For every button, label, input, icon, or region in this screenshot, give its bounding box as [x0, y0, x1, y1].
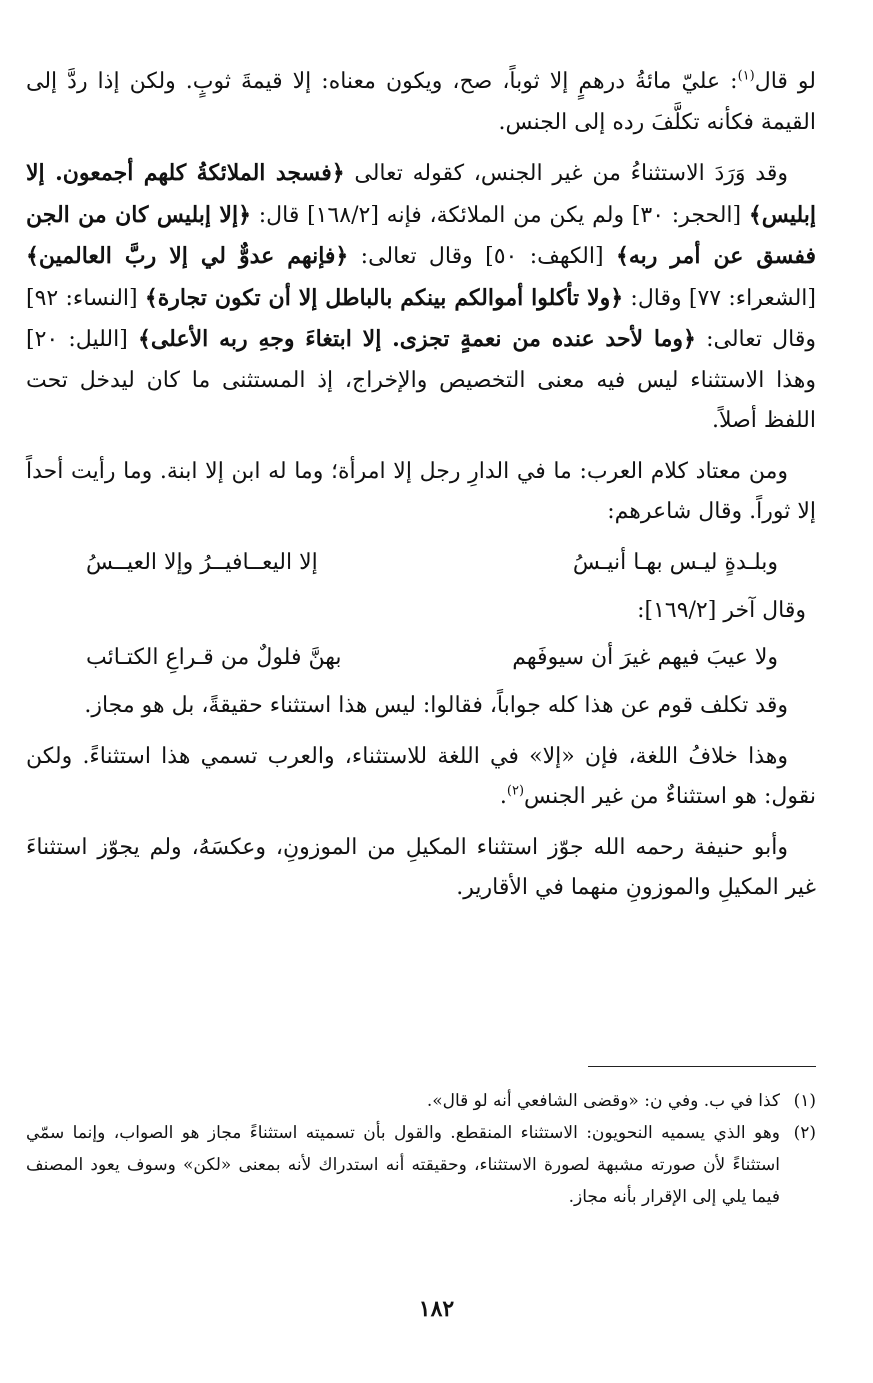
text-run: لو قال — [754, 69, 816, 94]
text-run: [الشعراء: ٧٧] وقال: — [623, 285, 816, 311]
verse-intro: وقال آخر [١٦٩/٢]: — [637, 598, 806, 623]
quran-quote: ﴿إلا إبليس كان من الجن ففسق عن أمر ربه﴾ — [26, 201, 816, 269]
paragraph-p6 — [26, 828, 816, 909]
paragraph-p4 — [26, 686, 816, 727]
footnote — [26, 1085, 816, 1117]
text-run: وقد وَرَدَ الاستثناءُ من غير الجنس، كقوله تعالى — [344, 161, 788, 186]
quran-quote: ﴿ولا تأكلوا أموالكم بينكم بالباطل إلا أن تكون تجارة﴾ — [144, 284, 624, 311]
text-run: ومن معتاد كلام العرب: ما في الدارِ رجل إلا امرأة؛ وما له ابن إلا ابنة. وما رأيت أحداً إلا ثوراً. وقال شاعرهم: — [26, 458, 816, 524]
footnote-text: وهو الذي يسميه النحويون: الاستثناء المنقطع. والقول بأن تسميته استثناءً مجاز هو الصواب، وإنما سمّي استثناءً لأن صورته مشبهة لصورة الاستثناء، وحقيقته أنه استدراك لأنه بمعنى «لكن» وسوف يعود المصنف فيما يلي إلى الإقرار بأنه مجاز. — [26, 1123, 780, 1207]
quran-quote: ﴿فإنهم عدوٌّ لي إلا ربَّ العالمين﴾ — [26, 243, 349, 269]
text-run: وهذا خلافُ اللغة، فإن «إلا» في اللغة للاستثناء، والعرب تسمي هذا استثناءً. ولكن نقول: هو استثناءٌ من غير الجنس — [26, 743, 816, 809]
paragraph-p2 — [26, 153, 816, 442]
text-run: [الليل: ٢٠] وهذا الاستثناء ليس فيه معنى التخصيص والإخراج، إذ المستثنى ما كان ليدخل تحت اللفظ أصلاً. — [26, 327, 816, 433]
footnote-marker: (٢) — [506, 783, 525, 799]
text-run: وقد تكلف قوم عن هذا كله جواباً، فقالوا: ليس هذا استثناء حقيقةً، بل هو مجاز. — [84, 693, 788, 718]
paragraph-p1 — [26, 62, 816, 143]
text-run: [النساء: ٩٢] وقال تعالى: — [26, 285, 816, 352]
verse-1 — [26, 543, 816, 584]
text-run: : عليّ مائةُ درهمٍ إلا ثوباً، صح، ويكون معناه: إلا قيمةَ ثوبٍ. ولكن إذا ردَّ إلى القيمة فكأنه تكلَّفَ رده إلى الجنس. — [26, 69, 816, 135]
footnote-text: كذا في ب. وفي ن: «وقضى الشافعي أنه لو قال». — [426, 1091, 780, 1111]
verse-2 — [26, 638, 816, 679]
verse-2-second-hemistich: بهنَّ فلولٌ من قـراعِ الكتـائب — [86, 644, 342, 670]
footnotes — [26, 1085, 816, 1213]
verse-1-first-hemistich: وبلـدةٍ ليـس بهـا أنيـسُ — [572, 549, 778, 575]
page-number: ١٨٢ — [418, 1296, 455, 1322]
footnote — [26, 1117, 816, 1213]
paragraph-p5 — [26, 737, 816, 818]
text-run: [الكهف: ٥٠] وقال تعالى: — [348, 244, 616, 269]
quran-quote: ﴿وما لأحد عنده من نعمةٍ تجزى. إلا ابتغاءَ وجهِ ربه الأعلى﴾ — [137, 326, 696, 352]
footnote-separator — [588, 1066, 816, 1067]
quran-quote: ﴿فسجد الملائكةُ كلهم أجمعون. إلا إبليس﴾ — [26, 160, 816, 228]
text-run: وأبو حنيفة رحمه الله جوّز استثناء المكيلِ من الموزونِ، وعكسَهُ، ولم يجوّز استثناءَ غير المكيلِ والموزونِ منهما في الأقارير. — [26, 834, 816, 900]
paragraph-group-2 — [26, 686, 816, 909]
verse-1-second-hemistich: إلا اليعــافيــرُ وإلا العيــسُ — [86, 549, 318, 575]
paragraph-group-1 — [26, 62, 816, 533]
text-run: . — [499, 784, 507, 809]
verse-2-first-hemistich: ولا عيبَ فيهم غيرَ أن سيوفَهم — [512, 644, 778, 670]
text-run: [الحجر: ٣٠] ولم يكن من الملائكة، فإنه [١٦٨/٢] قال: — [250, 202, 749, 228]
paragraph-p3 — [26, 452, 816, 533]
footnote-number: (٢) — [793, 1123, 816, 1143]
main-text — [26, 62, 816, 919]
footnote-number: (١) — [793, 1091, 816, 1111]
footnote-marker: (١) — [737, 68, 755, 84]
